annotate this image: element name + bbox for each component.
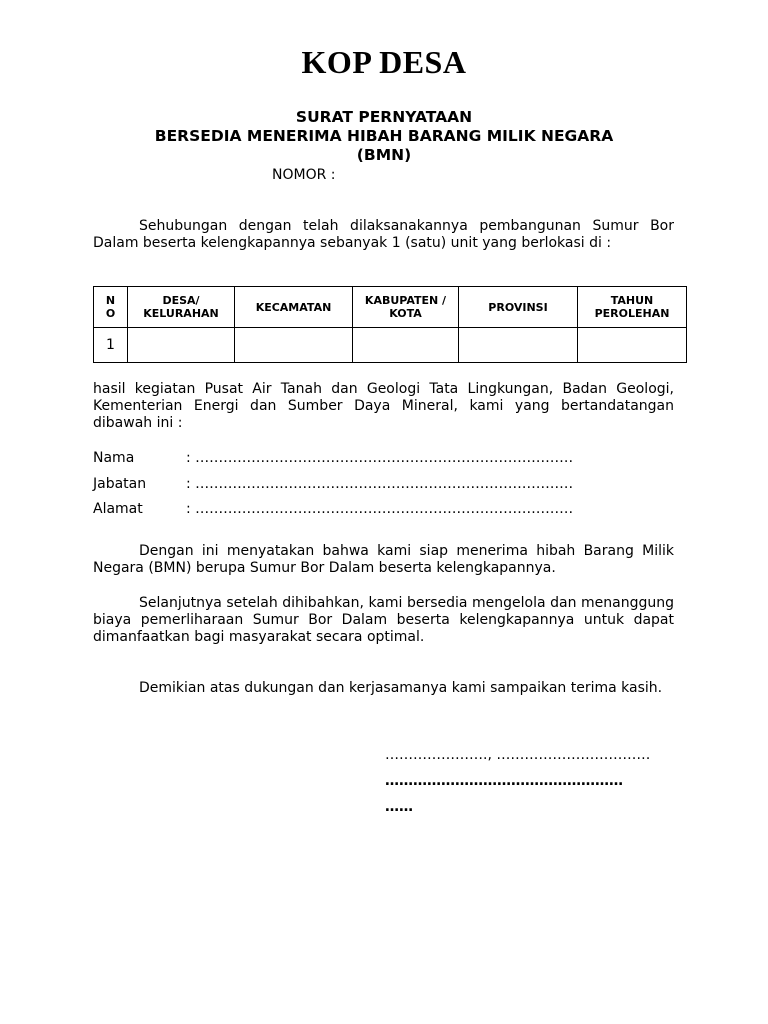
table-header-cell: KABUPATEN / KOTA: [353, 287, 459, 328]
title-line-1: SURAT PERNYATAAN: [295, 108, 473, 126]
table-cell: [353, 328, 459, 363]
field-label: Jabatan: [93, 476, 147, 492]
intro-paragraph: Sehubungan dengan telah dilaksanakannya pembangunan Sumur Bor Dalam beserta kelengkapannya sebanyak 1 (satu) unit yang berlokasi di :: [93, 218, 674, 251]
table-row: [94, 328, 687, 363]
table-cell: 1: [94, 328, 128, 363]
letter-number: NOMOR :: [272, 167, 336, 183]
table-header-row: [94, 287, 687, 328]
table-cell: [128, 328, 235, 363]
title-line-2: BERSEDIA MENERIMA HIBAH BARANG MILIK NEGARA: [154, 127, 614, 145]
signature-place-date: …………………., ……………………………: [385, 747, 651, 763]
result-paragraph: hasil kegiatan Pusat Air Tanah dan Geologi Tata Lingkungan, Badan Geologi, Kementerian Energi dan Sumber Daya Mineral, kami yang bertandatangan dibawah ini :: [93, 381, 674, 431]
field-jabatan: [93, 476, 693, 493]
table-header-cell: DESA/ KELURAHAN: [128, 287, 235, 328]
field-label: Alamat: [93, 501, 143, 517]
field-nama: [93, 450, 693, 467]
field-value: : ………………………………………………………………………: [186, 501, 574, 517]
management-paragraph: Selanjutnya setelah dihibahkan, kami bersedia mengelola dan menanggung biaya pemerliharaan Sumur Bor Dalam beserta kelengkapannya untuk dapat dimanfaatkan bagi masyarakat secara optimal.: [93, 595, 674, 645]
table-cell: [235, 328, 353, 363]
statement-paragraph: Dengan ini menyatakan bahwa kami siap menerima hibah Barang Milik Negara (BMN) berupa Sumur Bor Dalam beserta kelengkapannya.: [93, 543, 674, 576]
field-value: : ………………………………………………………………………: [186, 450, 574, 466]
signature-name-line: ……………………………………………: [385, 773, 623, 789]
closing-paragraph: Demikian atas dukungan dan kerjasamanya kami sampaikan terima kasih.: [139, 680, 663, 696]
field-label: Nama: [93, 450, 135, 466]
location-table: [93, 286, 687, 363]
table-header-cell: N O: [94, 287, 128, 328]
letterhead: KOP DESA: [301, 44, 467, 80]
field-alamat: [93, 501, 693, 518]
signature-name-line-end: ……: [385, 799, 413, 815]
table-cell: [459, 328, 578, 363]
document-title: [108, 108, 660, 165]
table-header-cell: KECAMATAN: [235, 287, 353, 328]
title-line-3: (BMN): [356, 146, 412, 164]
table-cell: [578, 328, 687, 363]
table-header-cell: PROVINSI: [459, 287, 578, 328]
table-header-cell: TAHUN PEROLEHAN: [578, 287, 687, 328]
field-value: : ………………………………………………………………………: [186, 476, 574, 492]
